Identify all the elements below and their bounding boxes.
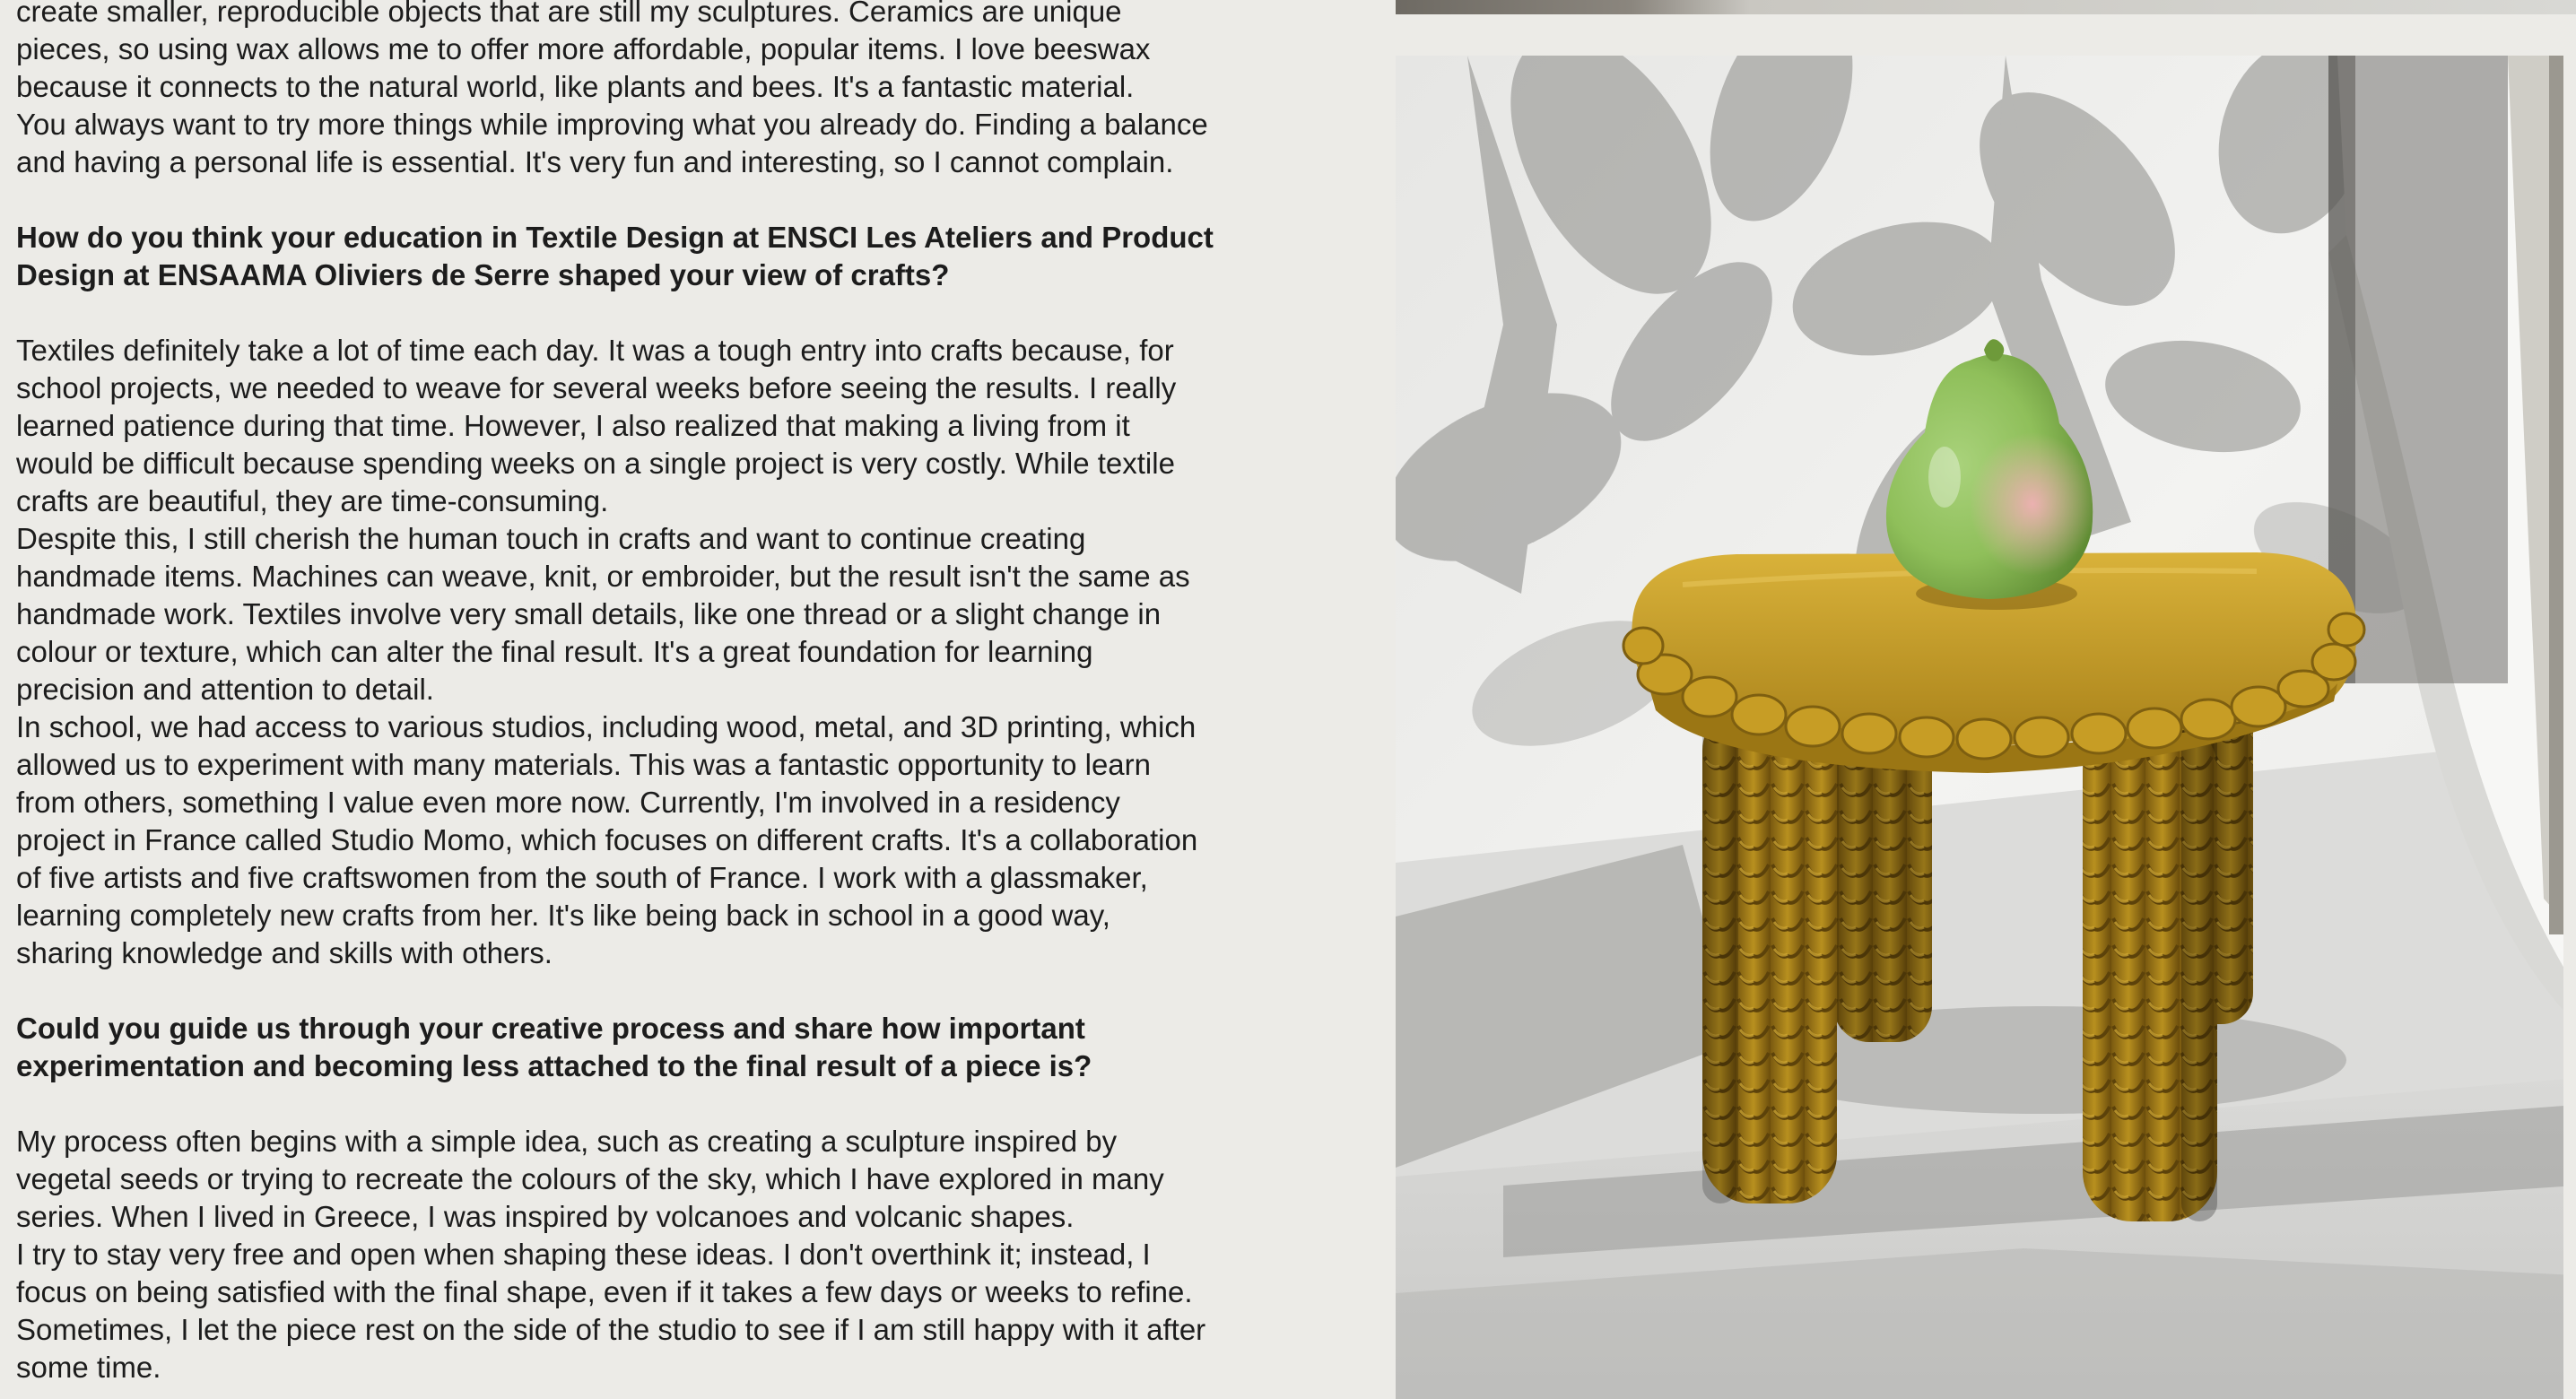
text-line: Textiles definitely take a lot of time each day. It was a tough entry into crafts because, for <box>16 334 1174 367</box>
text-line: some time. <box>16 1351 161 1384</box>
article-text <box>16 0 1308 1399</box>
previous-image-strip <box>1396 0 2576 14</box>
text-line: You always want to try more things while improving what you already do. Finding a balance <box>16 108 1208 141</box>
text-line: Design at ENSAAMA Oliviers de Serre shaped your view of crafts? <box>16 258 950 291</box>
text-line: create smaller, reproducible objects that are still my sculptures. Ceramics are unique <box>16 0 1122 28</box>
text-line: because it connects to the natural world, like plants and bees. It's a fantastic material. <box>16 70 1135 103</box>
text-line: I try to stay very free and open when shaping these ideas. I don't overthink it; instead, I <box>16 1238 1151 1271</box>
text-line: school projects, we needed to weave for several weeks before seeing the results. I really <box>16 371 1177 404</box>
text-line: colour or texture, which can alter the final result. It's a great foundation for learning <box>16 635 1093 668</box>
text-line: vegetal seeds or trying to recreate the colours of the sky, which I have explored in many <box>16 1162 1164 1195</box>
answer-paragraph <box>16 332 1308 972</box>
text-line: My process often begins with a simple idea, such as creating a sculpture inspired by <box>16 1125 1118 1158</box>
wax-stool-image <box>1396 56 2576 1399</box>
image-gap <box>1396 14 2576 56</box>
text-line: handmade work. Textiles involve very small details, like one thread or a slight change in <box>16 597 1162 630</box>
text-line: handmade items. Machines can weave, knit, or embroider, but the result isn't the same as <box>16 560 1190 593</box>
text-line: precision and attention to detail. <box>16 673 434 706</box>
text-line: learned patience during that time. However, I also realized that making a living from it <box>16 409 1130 442</box>
text-line: allowed us to experiment with many materials. This was a fantastic opportunity to learn <box>16 748 1151 781</box>
text-line: from others, something I value even more now. Currently, I'm involved in a residency <box>16 786 1120 819</box>
text-line: experimentation and becoming less attached to the final result of a piece is? <box>16 1049 1092 1082</box>
text-line: series. When I lived in Greece, I was inspired by volcanoes and volcanic shapes. <box>16 1200 1075 1233</box>
text-line: of five artists and five craftswomen from the south of France. I work with a glassmaker, <box>16 861 1148 894</box>
text-line: focus on being satisfied with the final shape, even if it takes a few days or weeks to refine. <box>16 1275 1193 1308</box>
text-line: sharing knowledge and skills with others. <box>16 936 553 969</box>
text-line: crafts are beautiful, they are time-consuming. <box>16 484 609 517</box>
text-line: How do you think your education in Textile Design at ENSCI Les Ateliers and Product <box>16 221 1214 254</box>
text-line: would be difficult because spending weeks on a single project is very costly. While textile <box>16 447 1175 480</box>
text-line: In school, we had access to various studios, including wood, metal, and 3D printing, which <box>16 710 1197 743</box>
text-line: Despite this, I still cherish the human touch in crafts and want to continue creating <box>16 522 1086 555</box>
answer-paragraph <box>16 0 1308 181</box>
text-line: learning completely new crafts from her. It's like being back in school in a good way, <box>16 899 1110 932</box>
text-line: pieces, so using wax allows me to offer more affordable, popular items. I love beeswax <box>16 32 1151 65</box>
text-line: and having a personal life is essential. It's very fun and interesting, so I cannot complain. <box>16 145 1174 178</box>
answer-paragraph <box>16 1123 1308 1386</box>
text-line: Could you guide us through your creative process and share how important <box>16 1012 1085 1045</box>
stool-photo <box>1396 0 2576 1399</box>
text-line: project in France called Studio Momo, which focuses on different crafts. It's a collaboration <box>16 823 1198 856</box>
interview-question <box>16 1010 1308 1085</box>
image-right-margin <box>2563 56 2576 1399</box>
text-line: Sometimes, I let the piece rest on the side of the studio to see if I am still happy with it after <box>16 1313 1206 1346</box>
interview-question <box>16 219 1308 294</box>
